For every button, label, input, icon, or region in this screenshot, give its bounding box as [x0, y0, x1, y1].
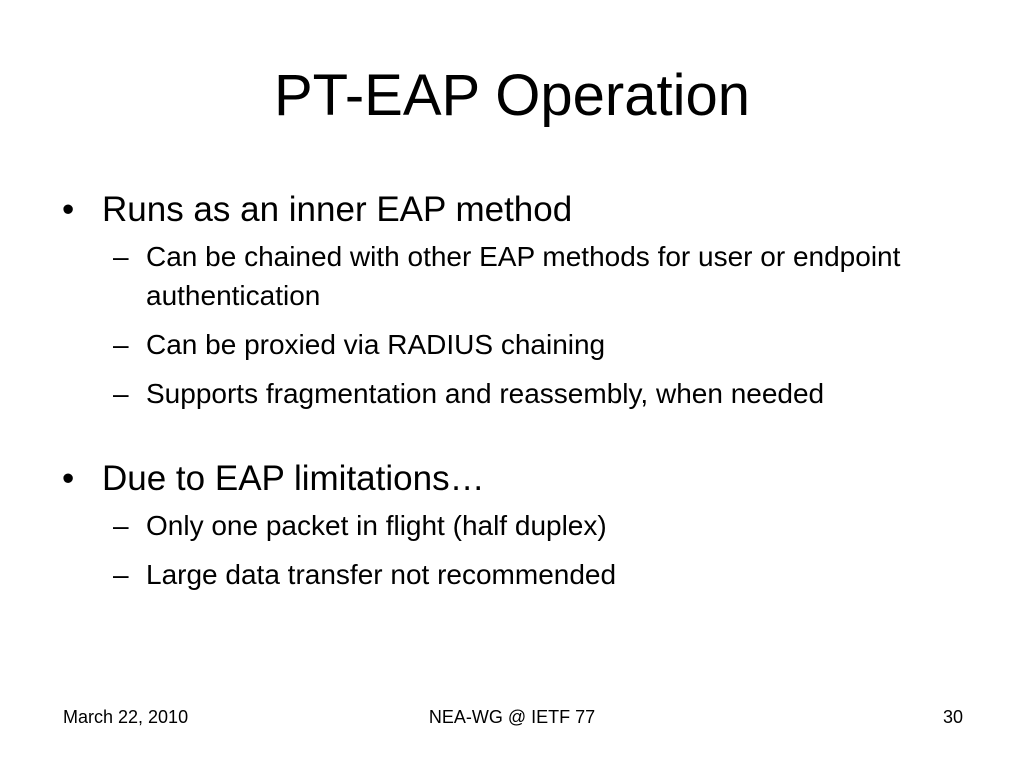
- slide-title: PT-EAP Operation: [273, 63, 751, 128]
- footer-event: NEA-WG @ IETF 77: [428, 707, 596, 727]
- sub-bullet-text: Can be proxied via RADIUS chaining: [146, 329, 606, 360]
- sub-bullet-fragmentation: [58, 374, 958, 413]
- section-spacer: [58, 413, 958, 455]
- footer-page-number: 30: [942, 707, 963, 727]
- footer-date: March 22, 2010: [63, 707, 189, 727]
- bullet-text: Due to EAP limitations…: [102, 459, 485, 498]
- dash-marker: –: [113, 378, 129, 409]
- bullet-marker: •: [62, 190, 75, 229]
- sub-bullet-list: [58, 237, 958, 413]
- sub-bullet-text: Supports fragmentation and reassembly, when needed: [146, 378, 825, 409]
- bullet-runs-as-inner-eap-method: [58, 186, 958, 234]
- sub-bullet-proxied: [58, 325, 958, 364]
- sub-bullet-chained: [58, 237, 958, 315]
- bullet-eap-limitations: [58, 455, 958, 503]
- sub-bullet-one-packet: [58, 506, 958, 545]
- bullet-text: Runs as an inner EAP method: [102, 190, 573, 229]
- slide-body: [58, 186, 958, 594]
- dash-marker: –: [113, 510, 129, 541]
- dash-marker: –: [113, 559, 129, 590]
- sub-bullet-list: [58, 506, 958, 594]
- sub-bullet-text: Can be chained with other EAP methods for user or endpoint authentication: [146, 241, 901, 311]
- dash-marker: –: [113, 329, 129, 360]
- sub-bullet-text: Large data transfer not recommended: [146, 559, 617, 590]
- dash-marker: –: [113, 241, 129, 272]
- bullet-marker: •: [62, 459, 75, 498]
- sub-bullet-large-data: [58, 555, 958, 594]
- sub-bullet-text: Only one packet in flight (half duplex): [146, 510, 607, 541]
